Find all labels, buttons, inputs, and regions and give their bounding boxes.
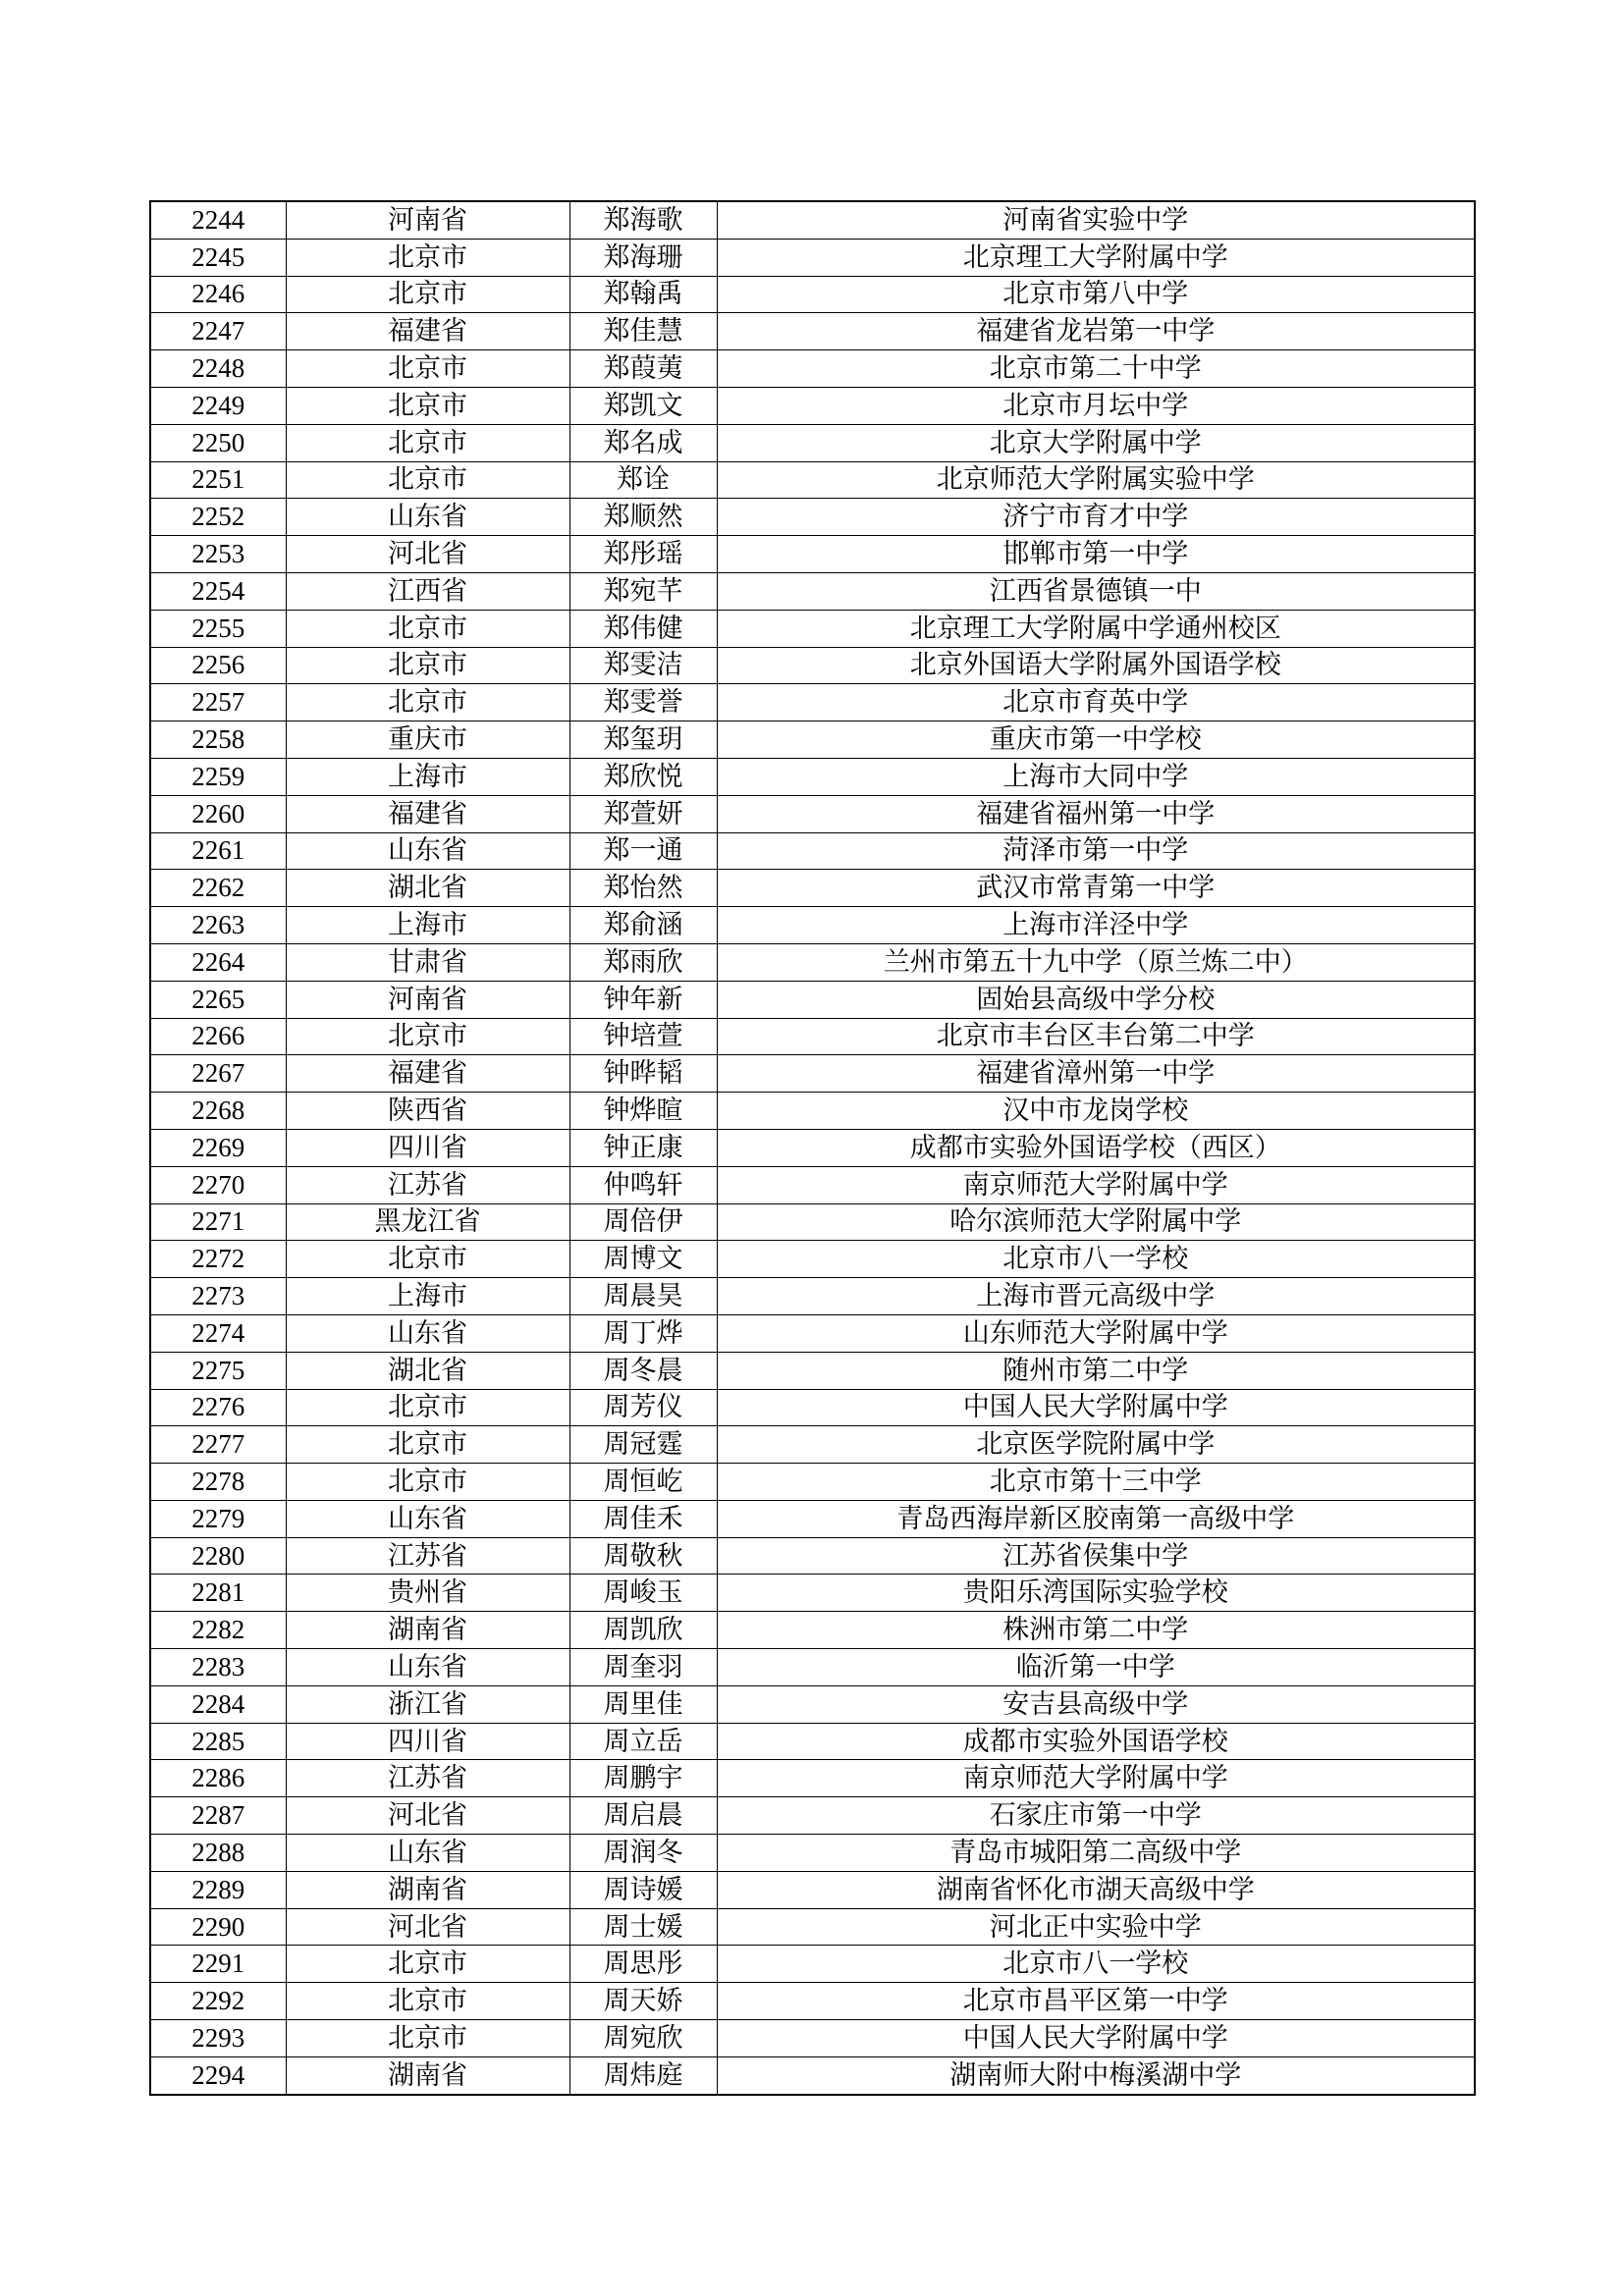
table-row: [150, 1649, 1475, 1686]
province-cell: 福建省: [286, 795, 569, 832]
province-cell: 山东省: [286, 499, 569, 536]
row-number-cell: 2262: [150, 870, 286, 907]
province-cell: 江西省: [286, 572, 569, 610]
student-name-cell: 郑顺然: [569, 499, 717, 536]
province-cell: 北京市: [286, 1241, 569, 1278]
student-name-cell: 郑雯誉: [569, 684, 717, 721]
table-row: [150, 1612, 1475, 1649]
province-cell: 山东省: [286, 1314, 569, 1352]
row-number-cell: 2284: [150, 1685, 286, 1723]
school-name-cell: 随州市第二中学: [717, 1352, 1475, 1389]
row-number-cell: 2248: [150, 350, 286, 388]
row-number-cell: 2285: [150, 1723, 286, 1760]
school-name-cell: 中国人民大学附属中学: [717, 1389, 1475, 1426]
province-cell: 北京市: [286, 1464, 569, 1501]
student-name-cell: 周奎羽: [569, 1649, 717, 1686]
school-name-cell: 北京市昌平区第一中学: [717, 1983, 1475, 2020]
table-row: [150, 795, 1475, 832]
province-cell: 上海市: [286, 907, 569, 944]
table-row: [150, 870, 1475, 907]
row-number-cell: 2244: [150, 201, 286, 239]
school-name-cell: 北京市月坛中学: [717, 387, 1475, 424]
table-row: [150, 1685, 1475, 1723]
row-number-cell: 2261: [150, 832, 286, 870]
province-cell: 山东省: [286, 1649, 569, 1686]
table-row: [150, 907, 1475, 944]
student-name-cell: 周润冬: [569, 1835, 717, 1872]
table-row: [150, 1426, 1475, 1464]
province-cell: 北京市: [286, 350, 569, 388]
school-name-cell: 河南省实验中学: [717, 201, 1475, 239]
student-name-cell: 周博文: [569, 1241, 717, 1278]
province-cell: 浙江省: [286, 1685, 569, 1723]
row-number-cell: 2276: [150, 1389, 286, 1426]
table-row: [150, 1464, 1475, 1501]
table-row: [150, 943, 1475, 981]
province-cell: 陕西省: [286, 1093, 569, 1130]
province-cell: 山东省: [286, 1835, 569, 1872]
school-name-cell: 福建省福州第一中学: [717, 795, 1475, 832]
student-name-cell: 郑翰禹: [569, 276, 717, 313]
student-name-cell: 郑名成: [569, 424, 717, 461]
school-name-cell: 菏泽市第一中学: [717, 832, 1475, 870]
student-name-cell: 郑欣悦: [569, 758, 717, 795]
table-row: [150, 1389, 1475, 1426]
student-name-cell: 周倍伊: [569, 1203, 717, 1241]
school-name-cell: 福建省漳州第一中学: [717, 1055, 1475, 1093]
school-name-cell: 石家庄市第一中学: [717, 1797, 1475, 1835]
school-name-cell: 兰州市第五十九中学（原兰炼二中）: [717, 943, 1475, 981]
student-name-cell: 郑海歌: [569, 201, 717, 239]
province-cell: 北京市: [286, 1426, 569, 1464]
school-name-cell: 北京外国语大学附属外国语学校: [717, 647, 1475, 684]
student-name-cell: 郑雨欣: [569, 943, 717, 981]
student-name-cell: 郑怡然: [569, 870, 717, 907]
province-cell: 山东省: [286, 832, 569, 870]
school-name-cell: 湖南省怀化市湖天高级中学: [717, 1871, 1475, 1908]
row-number-cell: 2274: [150, 1314, 286, 1352]
province-cell: 北京市: [286, 239, 569, 276]
school-name-cell: 安吉县高级中学: [717, 1685, 1475, 1723]
table-row: [150, 1835, 1475, 1872]
province-cell: 北京市: [286, 1946, 569, 1983]
table-row: [150, 201, 1475, 239]
school-name-cell: 中国人民大学附属中学: [717, 2020, 1475, 2057]
table-row: [150, 2056, 1475, 2094]
row-number-cell: 2289: [150, 1871, 286, 1908]
table-row: [150, 1241, 1475, 1278]
table-row: [150, 758, 1475, 795]
table-row: [150, 1352, 1475, 1389]
student-name-cell: 周芳仪: [569, 1389, 717, 1426]
school-name-cell: 北京市第二十中学: [717, 350, 1475, 388]
school-name-cell: 北京理工大学附属中学: [717, 239, 1475, 276]
row-number-cell: 2264: [150, 943, 286, 981]
table-row: [150, 610, 1475, 647]
province-cell: 江苏省: [286, 1760, 569, 1797]
province-cell: 北京市: [286, 610, 569, 647]
student-name-cell: 郑海珊: [569, 239, 717, 276]
province-cell: 湖南省: [286, 2056, 569, 2094]
table-row: [150, 684, 1475, 721]
province-cell: 上海市: [286, 758, 569, 795]
school-name-cell: 河北正中实验中学: [717, 1908, 1475, 1946]
student-name-cell: 郑彤瑶: [569, 536, 717, 573]
table-row: [150, 2020, 1475, 2057]
student-name-cell: 郑佳慧: [569, 313, 717, 350]
province-cell: 福建省: [286, 1055, 569, 1093]
province-cell: 河南省: [286, 201, 569, 239]
row-number-cell: 2263: [150, 907, 286, 944]
student-name-cell: 钟晔韬: [569, 1055, 717, 1093]
table-row: [150, 1575, 1475, 1612]
row-number-cell: 2267: [150, 1055, 286, 1093]
row-number-cell: 2280: [150, 1537, 286, 1575]
province-cell: 福建省: [286, 313, 569, 350]
province-cell: 上海市: [286, 1278, 569, 1315]
row-number-cell: 2294: [150, 2056, 286, 2094]
table-row: [150, 499, 1475, 536]
school-name-cell: 成都市实验外国语学校（西区）: [717, 1129, 1475, 1166]
row-number-cell: 2279: [150, 1500, 286, 1537]
table-row: [150, 572, 1475, 610]
roster-table-body: [150, 201, 1475, 2095]
table-row: [150, 1129, 1475, 1166]
row-number-cell: 2249: [150, 387, 286, 424]
student-name-cell: 郑玺玥: [569, 721, 717, 759]
student-name-cell: 仲鸣轩: [569, 1166, 717, 1203]
table-row: [150, 313, 1475, 350]
school-name-cell: 贵阳乐湾国际实验学校: [717, 1575, 1475, 1612]
province-cell: 北京市: [286, 1018, 569, 1055]
table-row: [150, 1278, 1475, 1315]
student-name-cell: 钟正康: [569, 1129, 717, 1166]
row-number-cell: 2286: [150, 1760, 286, 1797]
table-row: [150, 1908, 1475, 1946]
school-name-cell: 邯郸市第一中学: [717, 536, 1475, 573]
row-number-cell: 2254: [150, 572, 286, 610]
province-cell: 四川省: [286, 1129, 569, 1166]
school-name-cell: 上海市晋元高级中学: [717, 1278, 1475, 1315]
table-row: [150, 1166, 1475, 1203]
school-name-cell: 南京师范大学附属中学: [717, 1166, 1475, 1203]
student-name-cell: 周晨昊: [569, 1278, 717, 1315]
row-number-cell: 2287: [150, 1797, 286, 1835]
table-row: [150, 981, 1475, 1018]
school-name-cell: 江西省景德镇一中: [717, 572, 1475, 610]
student-name-cell: 周宛欣: [569, 2020, 717, 2057]
student-name-cell: 周冬晨: [569, 1352, 717, 1389]
table-row: [150, 721, 1475, 759]
student-name-cell: 钟烨暄: [569, 1093, 717, 1130]
school-name-cell: 成都市实验外国语学校: [717, 1723, 1475, 1760]
student-name-cell: 郑萱妍: [569, 795, 717, 832]
row-number-cell: 2245: [150, 239, 286, 276]
school-name-cell: 北京市育英中学: [717, 684, 1475, 721]
province-cell: 河北省: [286, 1797, 569, 1835]
school-name-cell: 南京师范大学附属中学: [717, 1760, 1475, 1797]
student-name-cell: 周佳禾: [569, 1500, 717, 1537]
row-number-cell: 2293: [150, 2020, 286, 2057]
table-row: [150, 1723, 1475, 1760]
school-name-cell: 上海市洋泾中学: [717, 907, 1475, 944]
student-name-cell: 周恒屹: [569, 1464, 717, 1501]
province-cell: 北京市: [286, 1983, 569, 2020]
table-row: [150, 350, 1475, 388]
province-cell: 甘肃省: [286, 943, 569, 981]
school-name-cell: 重庆市第一中学校: [717, 721, 1475, 759]
table-row: [150, 1203, 1475, 1241]
school-name-cell: 湖南师大附中梅溪湖中学: [717, 2056, 1475, 2094]
row-number-cell: 2277: [150, 1426, 286, 1464]
table-row: [150, 1760, 1475, 1797]
student-name-cell: 周里佳: [569, 1685, 717, 1723]
province-cell: 贵州省: [286, 1575, 569, 1612]
province-cell: 黑龙江省: [286, 1203, 569, 1241]
row-number-cell: 2288: [150, 1835, 286, 1872]
row-number-cell: 2269: [150, 1129, 286, 1166]
table-row: [150, 832, 1475, 870]
row-number-cell: 2266: [150, 1018, 286, 1055]
school-name-cell: 北京医学院附属中学: [717, 1426, 1475, 1464]
row-number-cell: 2291: [150, 1946, 286, 1983]
row-number-cell: 2283: [150, 1649, 286, 1686]
student-name-cell: 郑雯洁: [569, 647, 717, 684]
student-name-cell: 周敬秋: [569, 1537, 717, 1575]
school-name-cell: 株洲市第二中学: [717, 1612, 1475, 1649]
student-name-cell: 郑俞涵: [569, 907, 717, 944]
row-number-cell: 2268: [150, 1093, 286, 1130]
student-name-cell: 郑葭荑: [569, 350, 717, 388]
row-number-cell: 2273: [150, 1278, 286, 1315]
row-number-cell: 2256: [150, 647, 286, 684]
row-number-cell: 2272: [150, 1241, 286, 1278]
province-cell: 湖北省: [286, 870, 569, 907]
student-name-cell: 周士媛: [569, 1908, 717, 1946]
student-name-cell: 周凯欣: [569, 1612, 717, 1649]
school-name-cell: 上海市大同中学: [717, 758, 1475, 795]
row-number-cell: 2252: [150, 499, 286, 536]
school-name-cell: 青岛西海岸新区胶南第一高级中学: [717, 1500, 1475, 1537]
table-row: [150, 239, 1475, 276]
row-number-cell: 2270: [150, 1166, 286, 1203]
student-name-cell: 郑诠: [569, 461, 717, 499]
row-number-cell: 2275: [150, 1352, 286, 1389]
province-cell: 湖南省: [286, 1612, 569, 1649]
student-name-cell: 郑一通: [569, 832, 717, 870]
table-row: [150, 424, 1475, 461]
student-name-cell: 周冠霆: [569, 1426, 717, 1464]
school-name-cell: 武汉市常青第一中学: [717, 870, 1475, 907]
row-number-cell: 2281: [150, 1575, 286, 1612]
province-cell: 北京市: [286, 684, 569, 721]
row-number-cell: 2278: [150, 1464, 286, 1501]
table-row: [150, 1983, 1475, 2020]
student-name-cell: 周思彤: [569, 1946, 717, 1983]
student-name-cell: 周诗媛: [569, 1871, 717, 1908]
table-row: [150, 1314, 1475, 1352]
school-name-cell: 北京市第十三中学: [717, 1464, 1475, 1501]
school-name-cell: 北京市八一学校: [717, 1946, 1475, 1983]
row-number-cell: 2253: [150, 536, 286, 573]
province-cell: 北京市: [286, 2020, 569, 2057]
student-name-cell: 郑伟健: [569, 610, 717, 647]
student-name-cell: 周峻玉: [569, 1575, 717, 1612]
province-cell: 北京市: [286, 461, 569, 499]
table-row: [150, 387, 1475, 424]
roster-table: [149, 200, 1476, 2096]
province-cell: 重庆市: [286, 721, 569, 759]
student-name-cell: 郑宛芊: [569, 572, 717, 610]
table-row: [150, 1871, 1475, 1908]
school-name-cell: 北京市第八中学: [717, 276, 1475, 313]
row-number-cell: 2255: [150, 610, 286, 647]
student-name-cell: 郑凯文: [569, 387, 717, 424]
school-name-cell: 青岛市城阳第二高级中学: [717, 1835, 1475, 1872]
province-cell: 山东省: [286, 1500, 569, 1537]
row-number-cell: 2282: [150, 1612, 286, 1649]
province-cell: 河北省: [286, 536, 569, 573]
row-number-cell: 2250: [150, 424, 286, 461]
table-row: [150, 1537, 1475, 1575]
school-name-cell: 北京市八一学校: [717, 1241, 1475, 1278]
table-row: [150, 1018, 1475, 1055]
school-name-cell: 临沂第一中学: [717, 1649, 1475, 1686]
province-cell: 河南省: [286, 981, 569, 1018]
row-number-cell: 2292: [150, 1983, 286, 2020]
province-cell: 江苏省: [286, 1537, 569, 1575]
table-row: [150, 1093, 1475, 1130]
school-name-cell: 山东师范大学附属中学: [717, 1314, 1475, 1352]
province-cell: 江苏省: [286, 1166, 569, 1203]
row-number-cell: 2246: [150, 276, 286, 313]
row-number-cell: 2251: [150, 461, 286, 499]
table-row: [150, 536, 1475, 573]
student-name-cell: 周启晨: [569, 1797, 717, 1835]
student-name-cell: 周鹏宇: [569, 1760, 717, 1797]
province-cell: 北京市: [286, 647, 569, 684]
school-name-cell: 固始县高级中学分校: [717, 981, 1475, 1018]
school-name-cell: 福建省龙岩第一中学: [717, 313, 1475, 350]
school-name-cell: 济宁市育才中学: [717, 499, 1475, 536]
province-cell: 河北省: [286, 1908, 569, 1946]
school-name-cell: 汉中市龙岗学校: [717, 1093, 1475, 1130]
row-number-cell: 2271: [150, 1203, 286, 1241]
school-name-cell: 江苏省侯集中学: [717, 1537, 1475, 1575]
table-row: [150, 1797, 1475, 1835]
school-name-cell: 北京大学附属中学: [717, 424, 1475, 461]
row-number-cell: 2260: [150, 795, 286, 832]
school-name-cell: 北京市丰台区丰台第二中学: [717, 1018, 1475, 1055]
student-name-cell: 钟培萱: [569, 1018, 717, 1055]
row-number-cell: 2258: [150, 721, 286, 759]
province-cell: 四川省: [286, 1723, 569, 1760]
school-name-cell: 北京理工大学附属中学通州校区: [717, 610, 1475, 647]
row-number-cell: 2265: [150, 981, 286, 1018]
province-cell: 湖北省: [286, 1352, 569, 1389]
table-row: [150, 1055, 1475, 1093]
student-name-cell: 周丁烨: [569, 1314, 717, 1352]
province-cell: 北京市: [286, 276, 569, 313]
row-number-cell: 2259: [150, 758, 286, 795]
table-row: [150, 276, 1475, 313]
row-number-cell: 2257: [150, 684, 286, 721]
student-name-cell: 周炜庭: [569, 2056, 717, 2094]
student-name-cell: 钟年新: [569, 981, 717, 1018]
province-cell: 北京市: [286, 387, 569, 424]
table-row: [150, 1500, 1475, 1537]
school-name-cell: 北京师范大学附属实验中学: [717, 461, 1475, 499]
student-name-cell: 周天娇: [569, 1983, 717, 2020]
province-cell: 北京市: [286, 1389, 569, 1426]
table-row: [150, 647, 1475, 684]
school-name-cell: 哈尔滨师范大学附属中学: [717, 1203, 1475, 1241]
province-cell: 湖南省: [286, 1871, 569, 1908]
row-number-cell: 2247: [150, 313, 286, 350]
table-row: [150, 461, 1475, 499]
table-row: [150, 1946, 1475, 1983]
province-cell: 北京市: [286, 424, 569, 461]
row-number-cell: 2290: [150, 1908, 286, 1946]
student-name-cell: 周立岳: [569, 1723, 717, 1760]
